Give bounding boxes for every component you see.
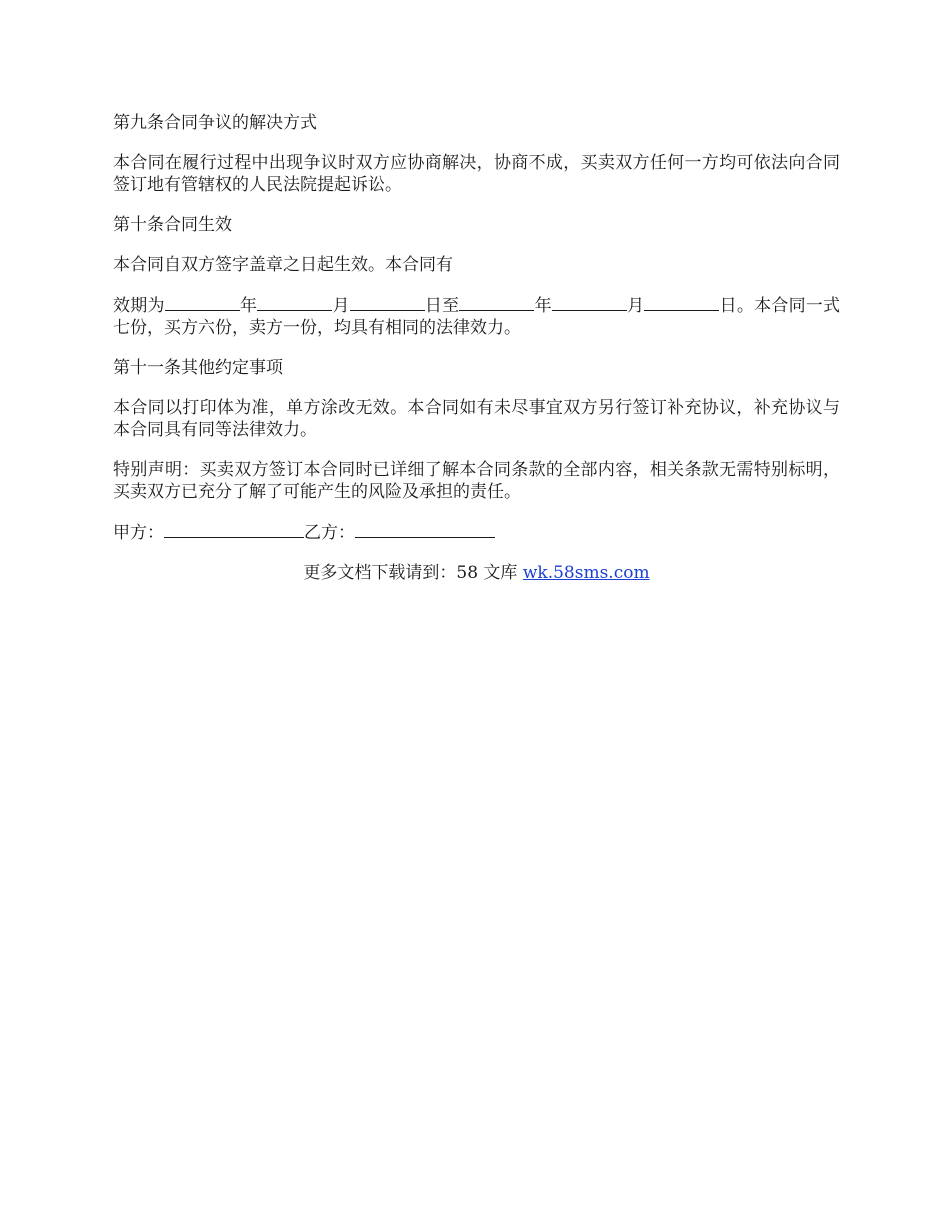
document-page (113, 112, 840, 584)
end-month-blank (552, 294, 627, 311)
day-end-text: 日。本合同一式七份，买方六份，卖方一份，均具有相同的法律效力。 (113, 296, 841, 338)
article-10-body: 本合同自双方签字盖章之日起生效。本合同有 (113, 255, 453, 275)
party-b-signature-blank (355, 521, 495, 538)
month-label: 月 (332, 296, 350, 316)
month-label-2: 月 (626, 296, 645, 316)
footer-link[interactable]: wk.58sms.com (522, 563, 650, 583)
day-to-label: 日至 (424, 296, 460, 316)
signature-line (113, 521, 840, 544)
special-note: 特别声明：买卖双方签订本合同时已详细了解本合同条款的全部内容，相关条款无需特别标明，买卖双方已充分了解了可能产生的风险及承担的责任。 (113, 460, 840, 502)
footer (113, 562, 840, 584)
year-label: 年 (239, 296, 258, 316)
party-b-label: 乙方： (304, 523, 355, 543)
start-year-blank (165, 294, 240, 311)
end-day-blank (644, 294, 719, 311)
party-a-signature-blank (164, 521, 304, 538)
article-10-heading: 第十条合同生效 (113, 215, 232, 235)
article-11-body: 本合同以打印体为准，单方涂改无效。本合同如有未尽事宜双方另行签订补充协议，补充协议与本合同具有同等法律效力。 (113, 398, 840, 440)
footer-text: 更多文档下载请到：58 文库 (303, 563, 523, 583)
article-9-heading: 第九条合同争议的解决方式 (113, 113, 317, 133)
year-label-2: 年 (534, 296, 552, 316)
party-a-label: 甲方： (113, 523, 164, 543)
article-9-body: 本合同在履行过程中出现争议时双方应协商解决，协商不成，买卖双方任何一方均可依法向合同签订地有管辖权的人民法院提起诉讼。 (113, 153, 840, 195)
start-day-blank (350, 294, 425, 311)
end-year-blank (459, 294, 534, 311)
start-month-blank (257, 294, 332, 311)
validity-prefix: 效期为 (113, 296, 165, 316)
validity-period-paragraph (113, 294, 840, 339)
article-11-heading: 第十一条其他约定事项 (113, 358, 283, 378)
